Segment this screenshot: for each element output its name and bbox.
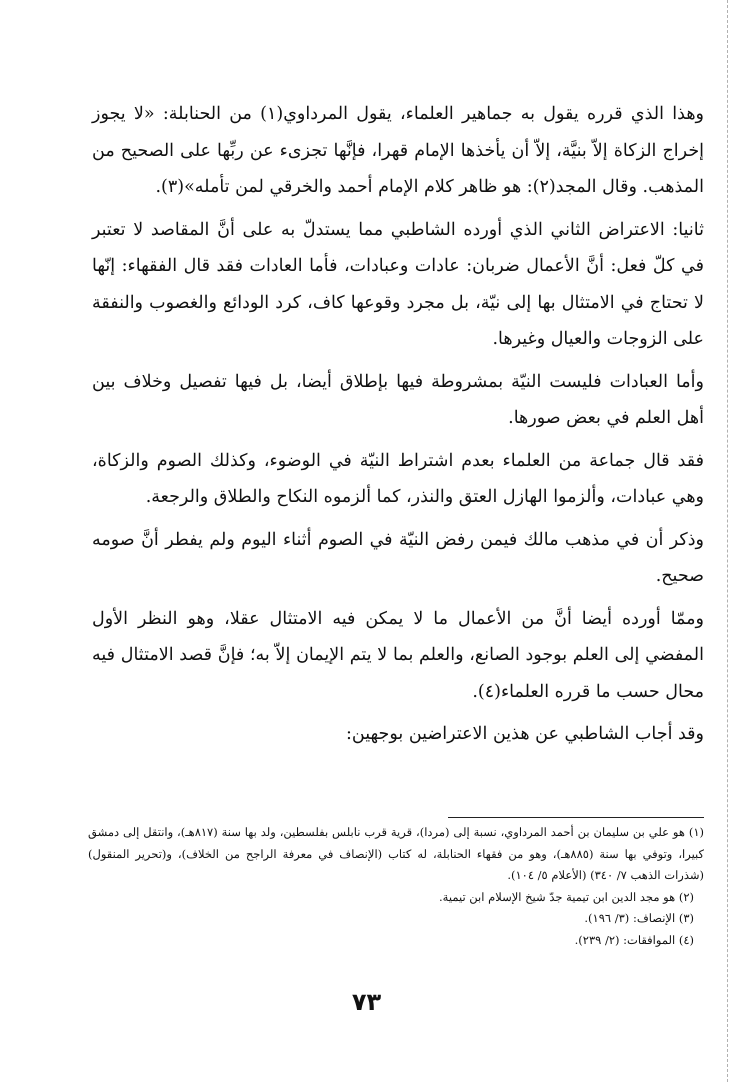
page-edge-dashed-line — [727, 0, 728, 1082]
paragraph-7: وقد أجاب الشاطبي عن هذين الاعتراضين بوجهين: — [345, 724, 704, 744]
footnote-3: (٣) الإنصاف: (٣/ ١٩٦). — [584, 911, 694, 925]
page-number: ٧٣ — [351, 988, 382, 1016]
paragraph-4: فقد قال جماعة من العلماء بعدم اشتراط النيّة في الوضوء، وكذلك الصوم والزكاة، وهي عبادات، وألزموا الهازل العتق والنذر، كما ألزموه النكاح والطلاق والرجعة. — [92, 450, 704, 507]
footnote-separator — [448, 817, 704, 818]
paragraph-1: وهذا الذي قرره يقول به جماهير العلماء، يقول المرداوي(١) من الحنابلة: «لا يجوز إخراج الزكاة إلاّ بنيَّة، إلاّ أن يأخذها الإمام قهرا، فإنَّها تجزىء عن ربِّها على الصحيح من المذهب. وقال المجد(٢): هو ظاهر كلام الإمام أحمد والخرقي لمن تأمله»(٣). — [92, 104, 704, 197]
main-text — [92, 96, 704, 759]
footnote-1: (١) هو علي بن سليمان بن أحمد المرداوي، نسبة إلى (مردا)، قرية قرب نابلس بفلسطين، ولد بها سنة (٨١٧هـ)، وانتقل إلى دمشق كبيرا، وتوفي بها سنة (٨٨٥هـ)، وهو من فقهاء الحنابلة، له كتاب (الإنصاف في معرفة الراجح من الخلاف)، و(تحرير المنقول) (شذرات الذهب ٧/ ٣٤٠) (الأعلام ٥/ ١٠٤). — [88, 825, 704, 882]
footnote-4: (٤) الموافقات: (٢/ ٢٣٩). — [574, 932, 694, 947]
paragraph-3: وأما العبادات فليست النيّة بمشروطة فيها بإطلاق أيضا، بل فيها تفصيل وخلاف بين أهل العلم في بعض صورها. — [92, 371, 704, 428]
paragraph-2: ثانيا: الاعتراض الثاني الذي أورده الشاطبي مما يستدلّ به على أنَّ المقاصد لا تعتبر في كلّ فعل: أنَّ الأعمال ضربان: عادات وعبادات، فأما العادات فقد قال الفقهاء: إنّها لا تحتاج في الامتثال بها إلى نيّة، بل مجرد وقوعها كاف، كرد الودائع والغصوب والنفقة على الزوجات والعيال وغيرها. — [92, 219, 704, 349]
footnote-2: (٢) هو مجد الدين ابن تيمية جدّ شيخ الإسلام ابن تيمية. — [439, 889, 694, 904]
footnotes — [88, 822, 704, 951]
paragraph-5: وذكر أن في مذهب مالك فيمن رفض النيّة في الصوم أثناء اليوم ولم يفطر أنَّ صومه صحيح. — [92, 529, 704, 586]
paragraph-6: وممّا أورده أيضا أنَّ من الأعمال ما لا يمكن فيه الامتثال عقلا، وهو النظر الأول المفضي إلى العلم بوجود الصانع، والعلم بما لا يتم الإيمان إلاّ به؛ فإنَّ قصد الامتثال فيه محال حسب ما قرره العلماء(٤). — [92, 608, 704, 702]
